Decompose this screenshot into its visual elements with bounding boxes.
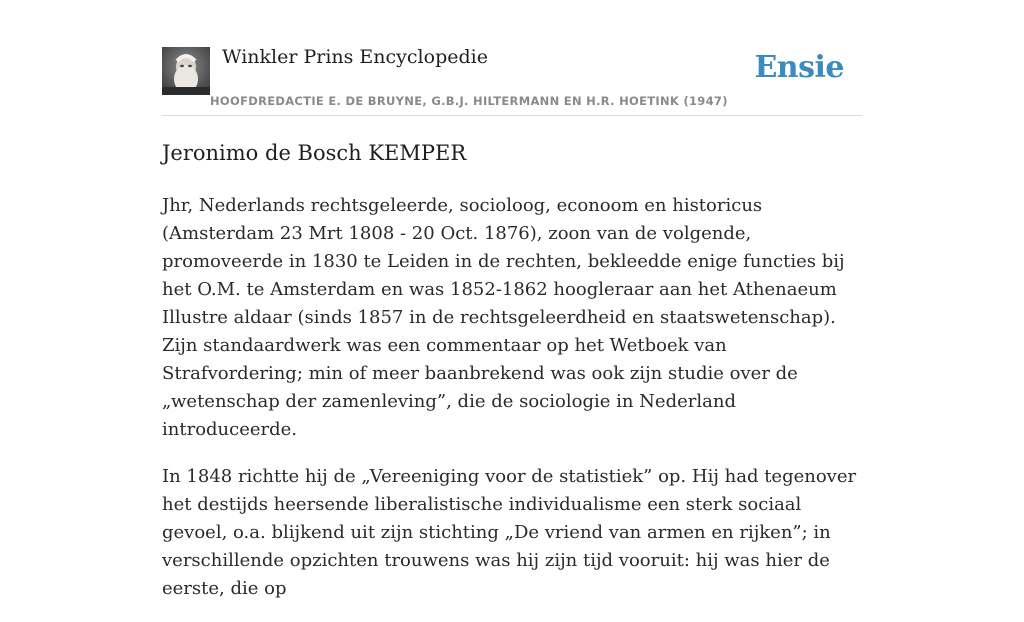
portrait-icon [162,47,210,95]
brand-logo-link[interactable]: Ensie [754,50,844,85]
article-body [162,192,862,622]
portrait-avatar[interactable] [162,47,210,95]
site-title[interactable]: Winkler Prins Encyclopedie [222,46,488,68]
editorial-subtitle: HOOFDREDACTIE E. DE BRUYNE, G.B.J. HILTERMANN EN H.R. HOETINK (1947) [210,94,728,108]
article-paragraph: In 1848 richtte hij de „Vereeniging voor de statistiek” op. Hij had tegenover het destijds heersende liberalistische individualisme een sterk sociaal gevoel, o.a. blijkend uit zijn stichting „De vriend van armen en rijken”; in verschillende opzichten trouwens was hij zijn tijd vooruit: hij was hier de eerste, die op [162,466,857,599]
page [162,0,862,599]
article-paragraph: Jhr, Nederlands rechtsgeleerde, socioloog, econoom en historicus (Amsterdam 23 Mrt 1808 - 20 Oct. 1876), zoon van de volgende, promoveerde in 1830 te Leiden in de rechten, bekleedde enige functies bij het O.M. te Amsterdam en was 1852-1862 hoogleraar aan het Athenaeum Illustre aldaar (sinds 1857 in de rechtsgeleerdheid en staatswetenschap). Zijn standaardwerk was een commentaar op het Wetboek van Strafvordering; min of meer baanbrekend was ook zijn studie over de „wetenschap der zamenleving”, die de sociologie in Nederland introduceerde. [162,195,845,440]
article-title: Jeronimo de Bosch KEMPER [162,141,467,165]
header [162,0,862,116]
